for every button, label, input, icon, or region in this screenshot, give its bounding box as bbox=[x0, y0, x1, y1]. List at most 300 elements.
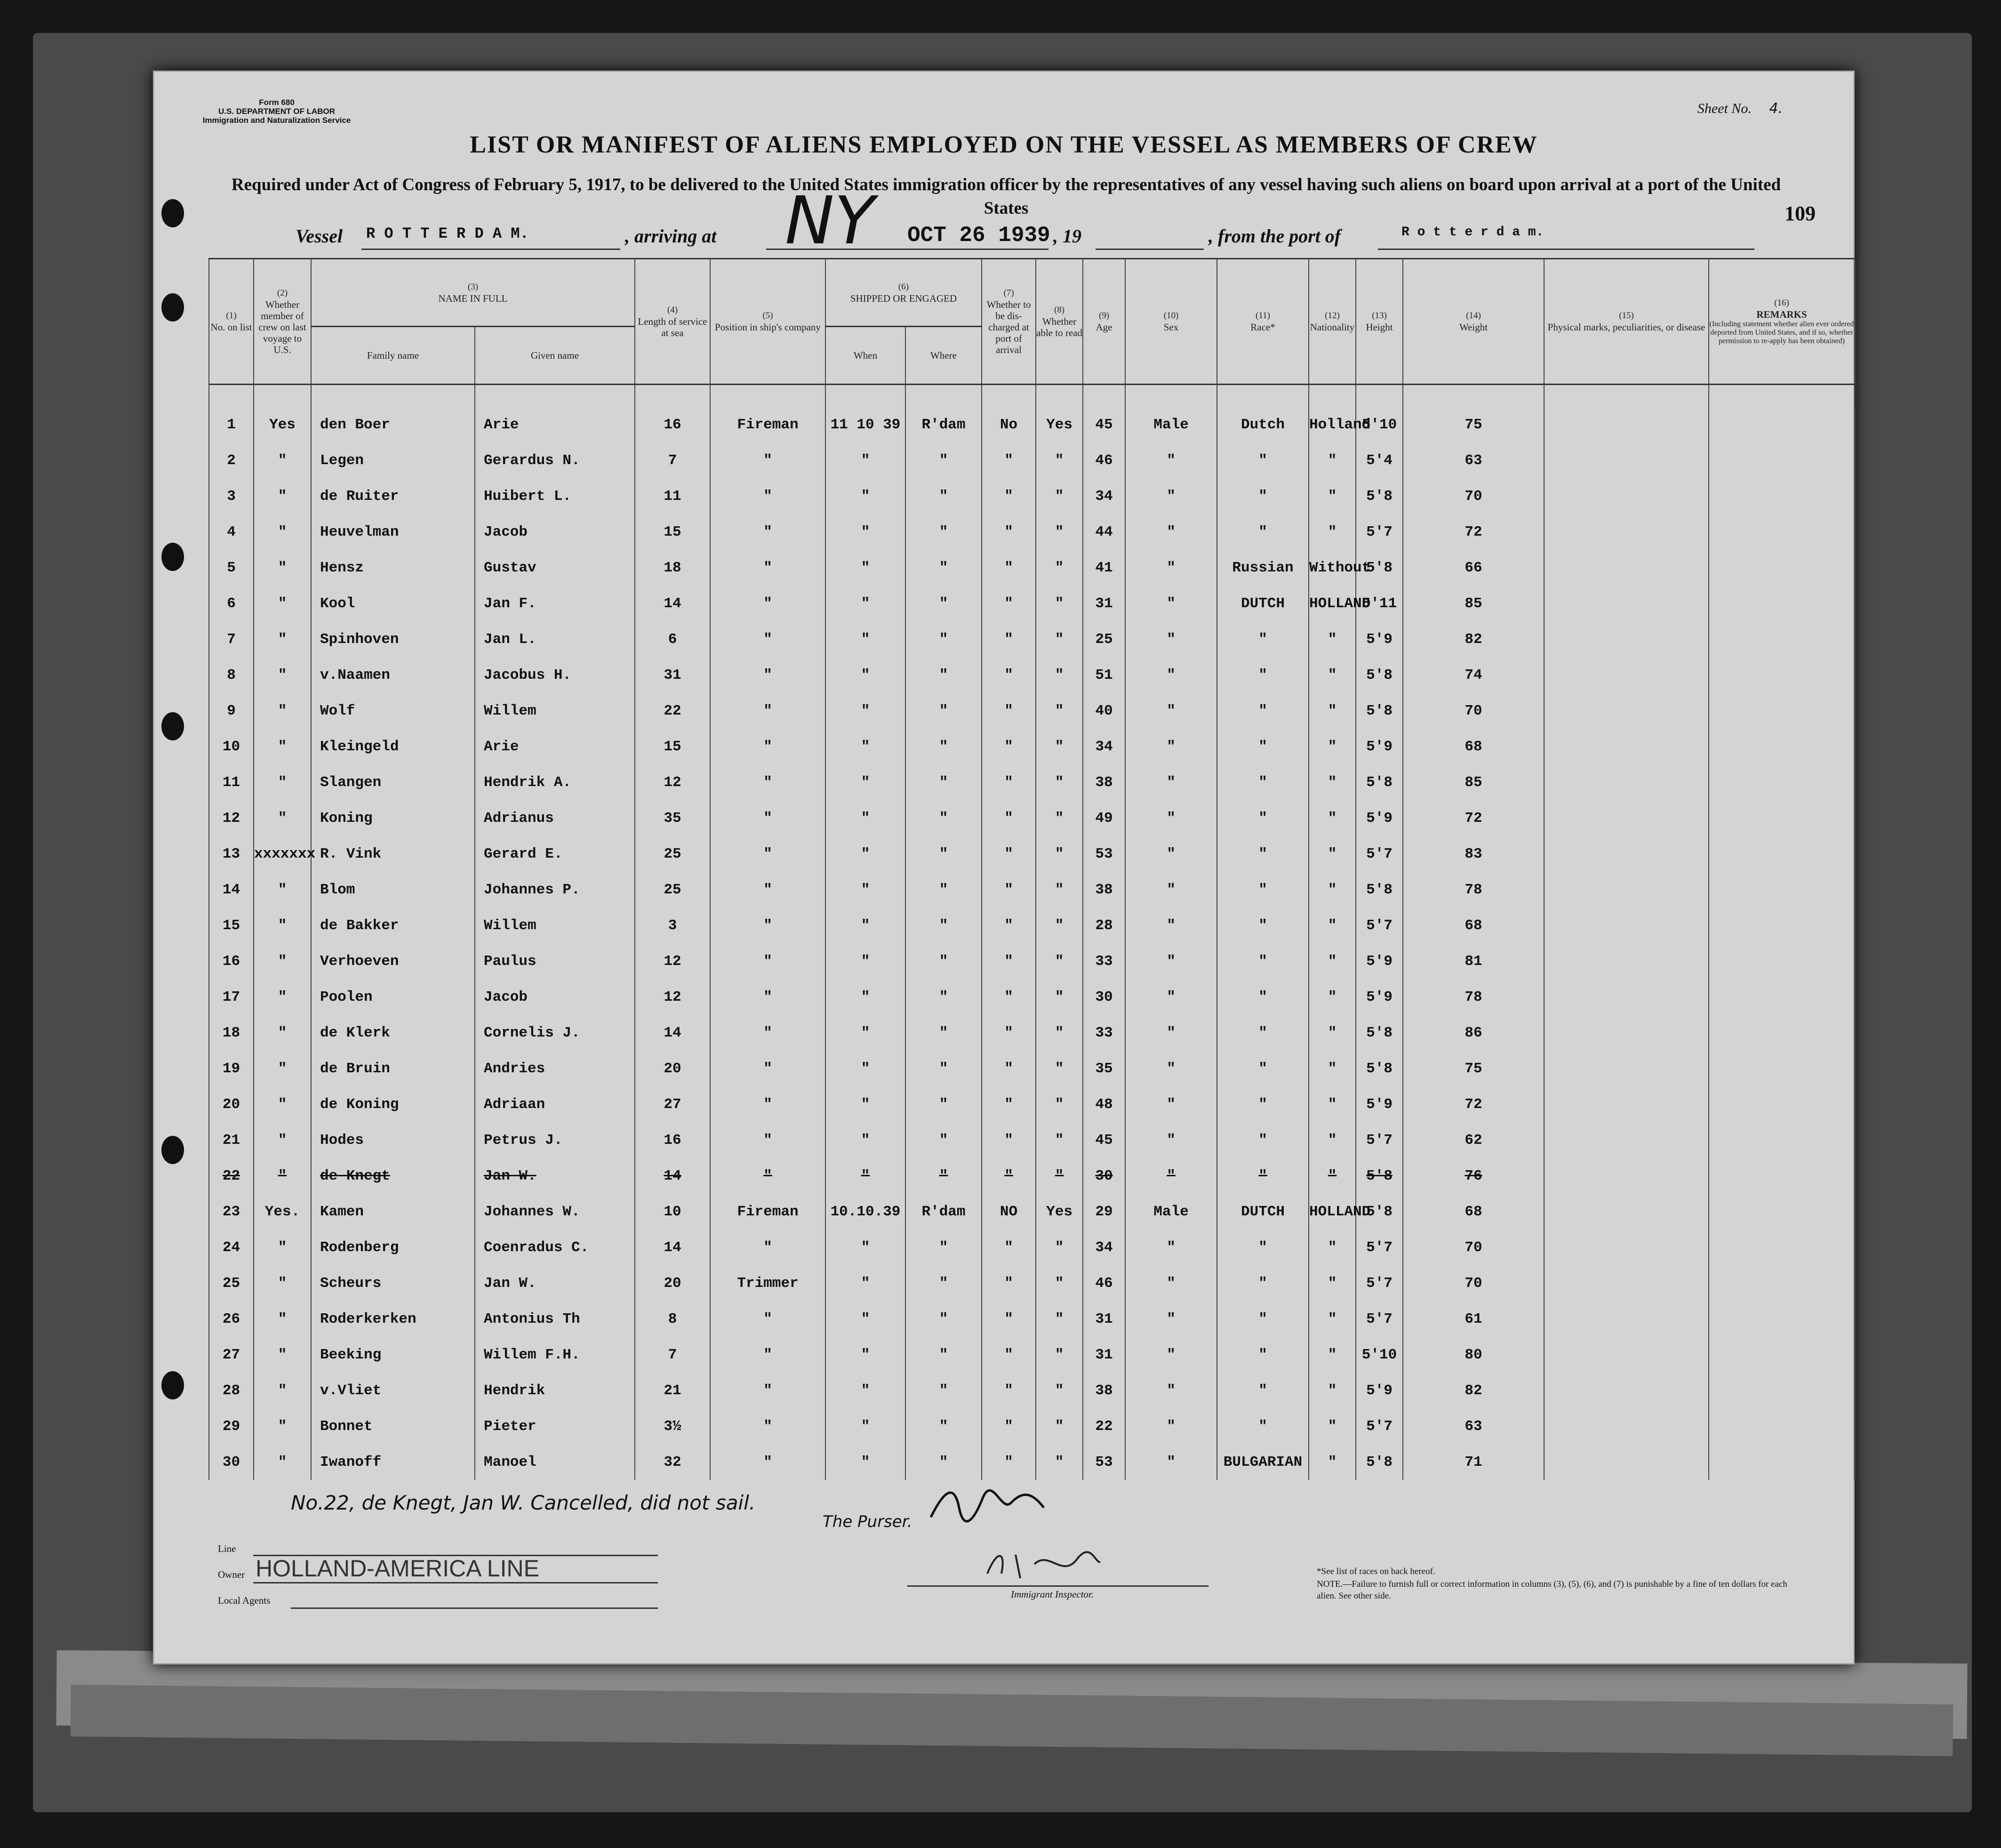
cell-physical bbox=[1544, 1408, 1709, 1444]
cell-read: " bbox=[1036, 1444, 1083, 1480]
arriving-label: , arriving at bbox=[625, 225, 717, 247]
cell-physical bbox=[1544, 764, 1709, 800]
cell-race: " bbox=[1217, 1122, 1309, 1158]
cell-no: 2 bbox=[209, 442, 254, 478]
cell-nationality: " bbox=[1309, 979, 1356, 1015]
cell-weight: 68 bbox=[1403, 729, 1544, 764]
cell-no: 6 bbox=[209, 586, 254, 621]
cell-position: " bbox=[710, 657, 825, 693]
cell-race: " bbox=[1217, 979, 1309, 1015]
cell-physical bbox=[1544, 442, 1709, 478]
from-label: , from the port of bbox=[1209, 225, 1341, 247]
cell-family: Legen bbox=[311, 442, 475, 478]
cell-race: " bbox=[1217, 908, 1309, 943]
col-header-family: Family name bbox=[311, 327, 475, 385]
col-header-read: (8) Whether able to read bbox=[1036, 259, 1083, 385]
cell-given: Arie bbox=[475, 729, 635, 764]
cell-discharged: No bbox=[982, 407, 1036, 442]
cell-family: Kleingeld bbox=[311, 729, 475, 764]
cell-remarks bbox=[1709, 1015, 1855, 1051]
cell-age: 35 bbox=[1083, 1051, 1125, 1086]
cell-discharged: " bbox=[982, 1444, 1036, 1480]
cell-family: Slangen bbox=[311, 764, 475, 800]
cell-discharged: " bbox=[982, 1122, 1036, 1158]
sheet-number bbox=[1697, 100, 1783, 117]
cell-family: de Bakker bbox=[311, 908, 475, 943]
cell-remarks bbox=[1709, 800, 1855, 836]
cell-weight: 72 bbox=[1403, 800, 1544, 836]
cell-member: " bbox=[254, 764, 311, 800]
cell-length: 16 bbox=[635, 407, 710, 442]
cell-nationality: " bbox=[1309, 872, 1356, 908]
cell-where: R'dam bbox=[905, 407, 982, 442]
cell-member: " bbox=[254, 1122, 311, 1158]
cell-where: " bbox=[905, 729, 982, 764]
cell-race: " bbox=[1217, 1229, 1309, 1265]
cell-when: " bbox=[825, 1015, 905, 1051]
cell-read: " bbox=[1036, 1373, 1083, 1408]
cell-no: 21 bbox=[209, 1122, 254, 1158]
cell-weight: 82 bbox=[1403, 1373, 1544, 1408]
cell-member: xxxxxxx bbox=[254, 836, 311, 872]
cell-read: " bbox=[1036, 1015, 1083, 1051]
cell-weight: 70 bbox=[1403, 1229, 1544, 1265]
cell-weight: 70 bbox=[1403, 478, 1544, 514]
cell-height: 5'4 bbox=[1356, 442, 1403, 478]
cell-weight: 81 bbox=[1403, 943, 1544, 979]
cell-read: " bbox=[1036, 586, 1083, 621]
cell-height: 5'7 bbox=[1356, 1122, 1403, 1158]
cell-physical bbox=[1544, 1301, 1709, 1337]
cell-member: " bbox=[254, 1015, 311, 1051]
cell-no: 4 bbox=[209, 514, 254, 550]
cell-read: Yes bbox=[1036, 407, 1083, 442]
table-row bbox=[209, 1301, 1855, 1337]
cell-position: " bbox=[710, 979, 825, 1015]
cell-given: Coenradus C. bbox=[475, 1229, 635, 1265]
cell-height: 5'7 bbox=[1356, 1229, 1403, 1265]
cell-physical bbox=[1544, 1229, 1709, 1265]
table-row bbox=[209, 1051, 1855, 1086]
cell-remarks bbox=[1709, 1301, 1855, 1337]
cell-physical bbox=[1544, 621, 1709, 657]
table-row bbox=[209, 514, 1855, 550]
cell-read: " bbox=[1036, 1158, 1083, 1194]
col-header-shipped: (6) SHIPPED OR ENGAGED bbox=[825, 259, 982, 327]
cell-weight: 68 bbox=[1403, 1194, 1544, 1229]
cell-age: 31 bbox=[1083, 1301, 1125, 1337]
cell-discharged: " bbox=[982, 1373, 1036, 1408]
cell-read: " bbox=[1036, 908, 1083, 943]
cell-position: " bbox=[710, 872, 825, 908]
cell-discharged: " bbox=[982, 800, 1036, 836]
cell-discharged: " bbox=[982, 586, 1036, 621]
cell-remarks bbox=[1709, 478, 1855, 514]
cell-weight: 63 bbox=[1403, 1408, 1544, 1444]
owner-label: Owner bbox=[218, 1569, 245, 1580]
cell-age: 48 bbox=[1083, 1086, 1125, 1122]
cell-nationality: " bbox=[1309, 943, 1356, 979]
cell-where: " bbox=[905, 478, 982, 514]
cell-physical bbox=[1544, 872, 1709, 908]
cell-member: " bbox=[254, 657, 311, 693]
cell-height: 5'8 bbox=[1356, 1444, 1403, 1480]
cell-physical bbox=[1544, 908, 1709, 943]
cell-position: " bbox=[710, 764, 825, 800]
cell-when: " bbox=[825, 1051, 905, 1086]
cell-no: 10 bbox=[209, 729, 254, 764]
cell-discharged: " bbox=[982, 908, 1036, 943]
cell-sex: " bbox=[1125, 657, 1217, 693]
cell-physical bbox=[1544, 478, 1709, 514]
cell-age: 40 bbox=[1083, 693, 1125, 729]
table-row bbox=[209, 407, 1855, 442]
table-row bbox=[209, 872, 1855, 908]
cell-read: " bbox=[1036, 1051, 1083, 1086]
cell-length: 22 bbox=[635, 693, 710, 729]
cell-weight: 83 bbox=[1403, 836, 1544, 872]
cell-family: Spinhoven bbox=[311, 621, 475, 657]
cell-where: " bbox=[905, 1337, 982, 1373]
cell-read: " bbox=[1036, 621, 1083, 657]
cell-remarks bbox=[1709, 1408, 1855, 1444]
punch-hole-icon bbox=[161, 1136, 184, 1164]
cell-weight: 66 bbox=[1403, 550, 1544, 586]
cell-member: " bbox=[254, 621, 311, 657]
cell-given: Willem F.H. bbox=[475, 1337, 635, 1373]
cell-given: Gerard E. bbox=[475, 836, 635, 872]
cell-nationality: " bbox=[1309, 657, 1356, 693]
col-header-nationality: (12) Nationality bbox=[1309, 259, 1356, 385]
cell-physical bbox=[1544, 729, 1709, 764]
cell-given: Willem bbox=[475, 908, 635, 943]
cell-when: " bbox=[825, 478, 905, 514]
cell-when: " bbox=[825, 836, 905, 872]
cell-remarks bbox=[1709, 872, 1855, 908]
cell-read: " bbox=[1036, 1122, 1083, 1158]
cell-member: " bbox=[254, 1086, 311, 1122]
required-statement: Required under Act of Congress of February 5, 1917, to be delivered to the United States immigration officer by the representatives of any vessel having such aliens on board upon arrival at a port of the United States bbox=[231, 175, 1781, 218]
cell-physical bbox=[1544, 407, 1709, 442]
cell-given: Jacobus H. bbox=[475, 657, 635, 693]
cell-member: " bbox=[254, 979, 311, 1015]
cell-member: " bbox=[254, 478, 311, 514]
cell-nationality: " bbox=[1309, 908, 1356, 943]
cell-height: 5'8 bbox=[1356, 657, 1403, 693]
cell-no: 12 bbox=[209, 800, 254, 836]
table-row bbox=[209, 1373, 1855, 1408]
cell-nationality: " bbox=[1309, 764, 1356, 800]
cell-length: 7 bbox=[635, 1337, 710, 1373]
cell-no: 19 bbox=[209, 1051, 254, 1086]
cell-family: Roderkerken bbox=[311, 1301, 475, 1337]
cell-family: v.Naamen bbox=[311, 657, 475, 693]
cell-physical bbox=[1544, 800, 1709, 836]
punch-hole-icon bbox=[161, 543, 184, 571]
cell-given: Jan W. bbox=[475, 1158, 635, 1194]
cell-length: 15 bbox=[635, 514, 710, 550]
cell-member: " bbox=[254, 1158, 311, 1194]
cell-given: Antonius Th bbox=[475, 1301, 635, 1337]
table-row bbox=[209, 442, 1855, 478]
cell-sex: " bbox=[1125, 1086, 1217, 1122]
cell-family: Kool bbox=[311, 586, 475, 621]
cell-family: de Bruin bbox=[311, 1051, 475, 1086]
cell-remarks bbox=[1709, 550, 1855, 586]
cell-remarks bbox=[1709, 979, 1855, 1015]
cell-height: 5'10 bbox=[1356, 407, 1403, 442]
cell-length: 27 bbox=[635, 1086, 710, 1122]
cell-given: Johannes P. bbox=[475, 872, 635, 908]
cell-no: 11 bbox=[209, 764, 254, 800]
cell-no: 25 bbox=[209, 1265, 254, 1301]
cell-no: 27 bbox=[209, 1337, 254, 1373]
cell-race: " bbox=[1217, 657, 1309, 693]
cell-sex: " bbox=[1125, 1265, 1217, 1301]
table-row bbox=[209, 836, 1855, 872]
cell-sex: " bbox=[1125, 1158, 1217, 1194]
cell-given: Hendrik A. bbox=[475, 764, 635, 800]
cell-no: 29 bbox=[209, 1408, 254, 1444]
local-agents-label: Local Agents bbox=[218, 1595, 271, 1606]
cell-no: 1 bbox=[209, 407, 254, 442]
table-row bbox=[209, 586, 1855, 621]
cell-weight: 68 bbox=[1403, 908, 1544, 943]
cell-given: Gerardus N. bbox=[475, 442, 635, 478]
cell-given: Jan L. bbox=[475, 621, 635, 657]
cell-no: 20 bbox=[209, 1086, 254, 1122]
cell-physical bbox=[1544, 657, 1709, 693]
department-name: U.S. DEPARTMENT OF LABOR bbox=[218, 107, 336, 116]
cell-where: " bbox=[905, 657, 982, 693]
col-header-given: Given name bbox=[475, 327, 635, 385]
cell-height: 5'8 bbox=[1356, 693, 1403, 729]
cell-sex: " bbox=[1125, 800, 1217, 836]
cell-where: " bbox=[905, 1301, 982, 1337]
cell-race: BULGARIAN bbox=[1217, 1444, 1309, 1480]
cell-member: " bbox=[254, 943, 311, 979]
cell-weight: 85 bbox=[1403, 764, 1544, 800]
cell-where: " bbox=[905, 872, 982, 908]
cell-height: 5'9 bbox=[1356, 1086, 1403, 1122]
cell-position: " bbox=[710, 1337, 825, 1373]
cell-when: 10.10.39 bbox=[825, 1194, 905, 1229]
service-name: Immigration and Naturalization Service bbox=[202, 116, 351, 125]
cell-height: 5'9 bbox=[1356, 979, 1403, 1015]
cell-race: " bbox=[1217, 1337, 1309, 1373]
cell-physical bbox=[1544, 836, 1709, 872]
cell-discharged: " bbox=[982, 943, 1036, 979]
cell-position: " bbox=[710, 550, 825, 586]
cell-age: 53 bbox=[1083, 836, 1125, 872]
cell-remarks bbox=[1709, 1122, 1855, 1158]
col-header-race: (11) Race* bbox=[1217, 259, 1309, 385]
cell-nationality: Without bbox=[1309, 550, 1356, 586]
cell-remarks bbox=[1709, 1194, 1855, 1229]
cell-when: " bbox=[825, 1408, 905, 1444]
table-row bbox=[209, 621, 1855, 657]
table-row bbox=[209, 693, 1855, 729]
cell-where: " bbox=[905, 550, 982, 586]
cell-position: " bbox=[710, 1408, 825, 1444]
cell-family: Bonnet bbox=[311, 1408, 475, 1444]
cell-age: 33 bbox=[1083, 1015, 1125, 1051]
cell-given: Andries bbox=[475, 1051, 635, 1086]
cell-length: 15 bbox=[635, 729, 710, 764]
cell-position: Fireman bbox=[710, 1194, 825, 1229]
cell-discharged: " bbox=[982, 1301, 1036, 1337]
cell-when: " bbox=[825, 1122, 905, 1158]
cell-position: " bbox=[710, 478, 825, 514]
cell-discharged: " bbox=[982, 657, 1036, 693]
cell-given: Huibert L. bbox=[475, 478, 635, 514]
cell-member: " bbox=[254, 693, 311, 729]
cell-position: " bbox=[710, 442, 825, 478]
cell-physical bbox=[1544, 1122, 1709, 1158]
cell-remarks bbox=[1709, 836, 1855, 872]
cell-length: 32 bbox=[635, 1444, 710, 1480]
crew-table-body bbox=[209, 385, 1855, 1480]
cell-discharged: " bbox=[982, 836, 1036, 872]
cell-age: 46 bbox=[1083, 1265, 1125, 1301]
cell-sex: " bbox=[1125, 943, 1217, 979]
cell-weight: 72 bbox=[1403, 1086, 1544, 1122]
punch-hole-icon bbox=[161, 293, 184, 321]
cell-read: " bbox=[1036, 979, 1083, 1015]
cell-race: " bbox=[1217, 1086, 1309, 1122]
cell-sex: Male bbox=[1125, 407, 1217, 442]
cell-remarks bbox=[1709, 908, 1855, 943]
table-row bbox=[209, 1265, 1855, 1301]
cell-position: " bbox=[710, 943, 825, 979]
cell-position: " bbox=[710, 586, 825, 621]
col-header-member: (2) Whether member of crew on last voyage to U.S. bbox=[254, 259, 311, 385]
cell-height: 5'7 bbox=[1356, 836, 1403, 872]
cell-sex: " bbox=[1125, 1122, 1217, 1158]
col-header-no: (1) No. on list bbox=[209, 259, 254, 385]
cell-position: " bbox=[710, 1086, 825, 1122]
cell-discharged: " bbox=[982, 621, 1036, 657]
cell-where: " bbox=[905, 1015, 982, 1051]
cell-family: Wolf bbox=[311, 693, 475, 729]
cell-no: 18 bbox=[209, 1015, 254, 1051]
cell-where: " bbox=[905, 800, 982, 836]
cell-position: " bbox=[710, 693, 825, 729]
cell-sex: " bbox=[1125, 1408, 1217, 1444]
cell-height: 5'9 bbox=[1356, 729, 1403, 764]
cell-family: de Knegt bbox=[311, 1158, 475, 1194]
cell-discharged: " bbox=[982, 872, 1036, 908]
cell-given: Manoel bbox=[475, 1444, 635, 1480]
cell-family: Hodes bbox=[311, 1122, 475, 1158]
cell-family: Iwanoff bbox=[311, 1444, 475, 1480]
cell-weight: 80 bbox=[1403, 1337, 1544, 1373]
cell-weight: 63 bbox=[1403, 442, 1544, 478]
cell-age: 49 bbox=[1083, 800, 1125, 836]
cell-family: v.Vliet bbox=[311, 1373, 475, 1408]
manifest-sheet bbox=[153, 71, 1855, 1664]
cell-length: 14 bbox=[635, 586, 710, 621]
cell-race: " bbox=[1217, 1015, 1309, 1051]
cell-read: " bbox=[1036, 442, 1083, 478]
cell-age: 45 bbox=[1083, 1122, 1125, 1158]
col-header-remarks: (16) REMARKS (Including statement whether alien ever ordered deported from United States, and if so, whether permission to re-apply has been obtained) bbox=[1709, 259, 1855, 385]
cell-where: " bbox=[905, 1122, 982, 1158]
cell-read: " bbox=[1036, 1229, 1083, 1265]
cell-when: " bbox=[825, 1158, 905, 1194]
cell-discharged: " bbox=[982, 1015, 1036, 1051]
year-label: , 19 bbox=[1053, 225, 1081, 247]
cell-age: 30 bbox=[1083, 979, 1125, 1015]
cell-length: 14 bbox=[635, 1158, 710, 1194]
cell-member: Yes bbox=[254, 407, 311, 442]
cell-age: 31 bbox=[1083, 586, 1125, 621]
cell-age: 44 bbox=[1083, 514, 1125, 550]
table-row bbox=[209, 764, 1855, 800]
cell-read: " bbox=[1036, 693, 1083, 729]
cell-where: " bbox=[905, 1265, 982, 1301]
cell-family: de Klerk bbox=[311, 1015, 475, 1051]
cell-length: 8 bbox=[635, 1301, 710, 1337]
cell-when: " bbox=[825, 1337, 905, 1373]
cell-length: 3½ bbox=[635, 1408, 710, 1444]
cell-given: Arie bbox=[475, 407, 635, 442]
cell-race: " bbox=[1217, 1301, 1309, 1337]
cell-where: " bbox=[905, 1158, 982, 1194]
cell-discharged: " bbox=[982, 764, 1036, 800]
cell-sex: " bbox=[1125, 1051, 1217, 1086]
cell-no: 9 bbox=[209, 693, 254, 729]
cell-nationality: " bbox=[1309, 1158, 1356, 1194]
col-header-sex: (10) Sex bbox=[1125, 259, 1217, 385]
cell-discharged: " bbox=[982, 1337, 1036, 1373]
cell-height: 5'7 bbox=[1356, 1301, 1403, 1337]
cell-race: " bbox=[1217, 836, 1309, 872]
punch-hole-icon bbox=[161, 712, 184, 740]
cell-sex: " bbox=[1125, 908, 1217, 943]
cell-read: " bbox=[1036, 764, 1083, 800]
cell-sex: " bbox=[1125, 1373, 1217, 1408]
cell-nationality: " bbox=[1309, 729, 1356, 764]
cell-physical bbox=[1544, 1337, 1709, 1373]
punch-hole-icon bbox=[161, 1371, 184, 1399]
table-row bbox=[209, 979, 1855, 1015]
cell-where: R'dam bbox=[905, 1194, 982, 1229]
cell-height: 5'8 bbox=[1356, 1015, 1403, 1051]
cell-member: " bbox=[254, 1229, 311, 1265]
cell-age: 31 bbox=[1083, 1337, 1125, 1373]
cell-no: 26 bbox=[209, 1301, 254, 1337]
cell-when: " bbox=[825, 1265, 905, 1301]
table-row bbox=[209, 657, 1855, 693]
cell-when: " bbox=[825, 1229, 905, 1265]
line-label: Line bbox=[218, 1543, 236, 1554]
cell-family: Poolen bbox=[311, 979, 475, 1015]
cell-discharged: " bbox=[982, 729, 1036, 764]
col-header-age: (9) Age bbox=[1083, 259, 1125, 385]
cell-sex: " bbox=[1125, 1229, 1217, 1265]
cell-length: 20 bbox=[635, 1051, 710, 1086]
cell-discharged: " bbox=[982, 550, 1036, 586]
cell-sex: " bbox=[1125, 836, 1217, 872]
cell-nationality: " bbox=[1309, 1229, 1356, 1265]
cell-sex: " bbox=[1125, 872, 1217, 908]
cell-length: 7 bbox=[635, 442, 710, 478]
purser-signature-icon bbox=[926, 1479, 1049, 1531]
cell-member: " bbox=[254, 442, 311, 478]
cell-remarks bbox=[1709, 514, 1855, 550]
cell-length: 10 bbox=[635, 1194, 710, 1229]
